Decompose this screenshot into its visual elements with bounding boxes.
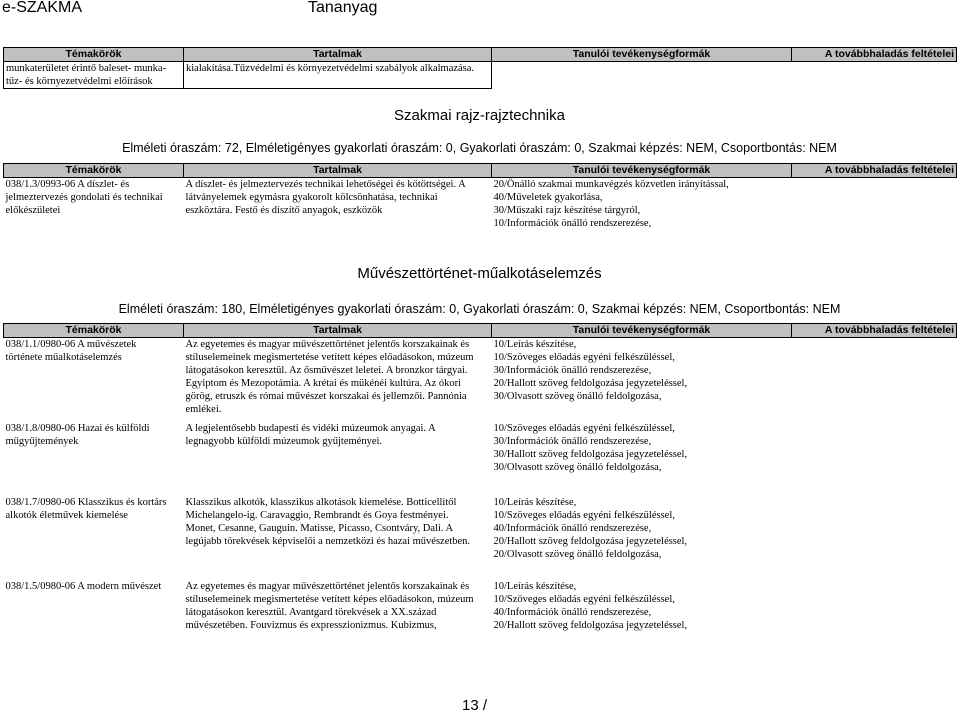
content-cell: kialakítása.Tűzvédelmi és környezetvédelmi szabályok alkalmazása. (184, 62, 492, 89)
section-title: Szakmai rajz-rajztechnika (394, 107, 565, 124)
content-cell: Az egyetemes és magyar művészettörténet jelentős korszakainak és stíluselemeinek megismertetése vetített képes előadásokon, múzeum látogatásokon keresztül. Az ősművészet leletei. A bronzkor tárgyai. Egyiptom és Mezopotámia. A krétai és mükénéi kultúra. Az ókori görög, etruszk és római művészet korszakai és jellemzői. Pannónia emlékei. (185, 339, 474, 415)
col-header-contents: Tartalmak (184, 324, 492, 338)
col-header-topics: Témakörök (4, 324, 184, 338)
content-cell: A legjelentősebb budapesti és vidéki múzeumok anyagai. A legnagyobb külföldi múzeumok gyűjteményei. (185, 423, 436, 447)
content-cell: Az egyetemes és magyar művészettörténet jelentős korszakainak és stíluselemeinek megismertetése vetített képes előadásokon, múzeum látogatásokon keresztül. Avantgard törekvések a XX.század művészetében. Fouvizmus és expresszionizmus. Kubizmus, (185, 581, 474, 631)
table-row (4, 580, 957, 640)
topic-cell: 038/1.7/0980-06 Klasszikus és kortárs alkotók életművek kiemelése (5, 497, 167, 521)
section-hours: Elméleti óraszám: 72, Elméletigényes gyakorlati óraszám: 0, Gyakorlati óraszám: 0, Szakmai képzés: NEM, Csoportbontás: NEM (122, 141, 837, 155)
activities-cell: 20/Önálló szakmai munkavégzés közvetlen irányítással, 40/Műveletek gyakorlása, 30/Műszaki rajz készítése tárgyról, 10/Információk önálló rendszerezése, (493, 179, 729, 229)
section-title: Művészettörténet-műalkotáselemzés (357, 265, 602, 282)
topic-cell: 038/1.1/0980-06 A művészetek története műalkotáselemzés (5, 339, 137, 363)
col-header-topics: Témakörök (4, 164, 184, 178)
activities-cell: 10/Leírás készítése, 10/Szöveges előadás egyéni felkészüléssel, 40/Információk önálló rendszerezése, 20/Hallott szöveg feldolgozása jegyzeteléssel, (493, 581, 688, 631)
col-header-activities: Tanulói tevékenységformák (492, 48, 792, 62)
table-row (4, 422, 957, 496)
page-number: 13 / (462, 697, 488, 714)
activities-cell: 10/Leírás készítése, 10/Szöveges előadás egyéni felkészüléssel, 30/Információk önálló rendszerezése, 20/Hallott szöveg feldolgozása jegyzeteléssel, 30/Olvasott szöveg önálló feldolgozása, (493, 339, 688, 402)
header-app-name: e-SZAKMA (2, 0, 83, 16)
col-header-activities: Tanulói tevékenységformák (492, 164, 792, 178)
col-header-contents: Tartalmak (184, 48, 492, 62)
table-row (4, 62, 957, 89)
topic-cell: 038/1.3/0993-06 A díszlet- és jelmeztervezés gondolati és technikai előkészületei (5, 179, 163, 216)
header-doc-title: Tananyag (308, 0, 378, 16)
table-row (4, 496, 957, 580)
section2-table (3, 323, 957, 640)
table-row (4, 178, 957, 231)
col-header-conditions: A továbbhaladás feltételei (792, 324, 957, 338)
top-table (3, 47, 957, 89)
col-header-contents: Tartalmak (184, 164, 492, 178)
topic-cell: munkaterületet érintő baleset- munka- tűz- és környezetvédelmi előírások (4, 62, 184, 89)
col-header-conditions: A továbbhaladás feltételei (792, 48, 957, 62)
col-header-topics: Témakörök (4, 48, 184, 62)
col-header-activities: Tanulói tevékenységformák (492, 324, 792, 338)
topic-cell: 038/1.8/0980-06 Hazai és külföldi műgyűjtemények (5, 423, 150, 447)
topic-cell: 038/1.5/0980-06 A modern művészet (5, 581, 162, 592)
section1-table (3, 163, 957, 230)
content-cell: Klasszikus alkotók, klasszikus alkotások kiemelése. Botticellitől Michelangelo-ig. Caravaggio, Rembrandt és Goya festményei. Monet, Cesanne, Gauguin. Matisse, Picasso, Csontváry, Dali. A legújabb törekvések képviselői a nemzetközi és hazai művészetben. (185, 497, 471, 547)
table-row (4, 338, 957, 423)
activities-cell: 10/Szöveges előadás egyéni felkészüléssel, 30/Információk önálló rendszerezése, 30/Hallott szöveg feldolgozása jegyzeteléssel, 30/Olvasott szöveg önálló feldolgozása, (493, 423, 688, 473)
content-cell: A díszlet- és jelmeztervezés technikai lehetőségei és kötöttségei. A látványelemek egymásra gyakorolt kölcsönhatása, technikai eszköztára. Festő és díszítő anyagok, eszközök (185, 179, 466, 216)
section-hours: Elméleti óraszám: 180, Elméletigényes gyakorlati óraszám: 0, Gyakorlati óraszám: 0, Szakmai képzés: NEM, Csoportbontás: NEM (118, 302, 841, 316)
page-header (0, 0, 959, 22)
col-header-conditions: A továbbhaladás feltételei (792, 164, 957, 178)
activities-cell: 10/Leírás készítése, 10/Szöveges előadás egyéni felkészüléssel, 40/Információk önálló rendszerezése, 20/Hallott szöveg feldolgozása jegyzeteléssel, 20/Olvasott szöveg önálló feldolgozása, (493, 497, 688, 560)
